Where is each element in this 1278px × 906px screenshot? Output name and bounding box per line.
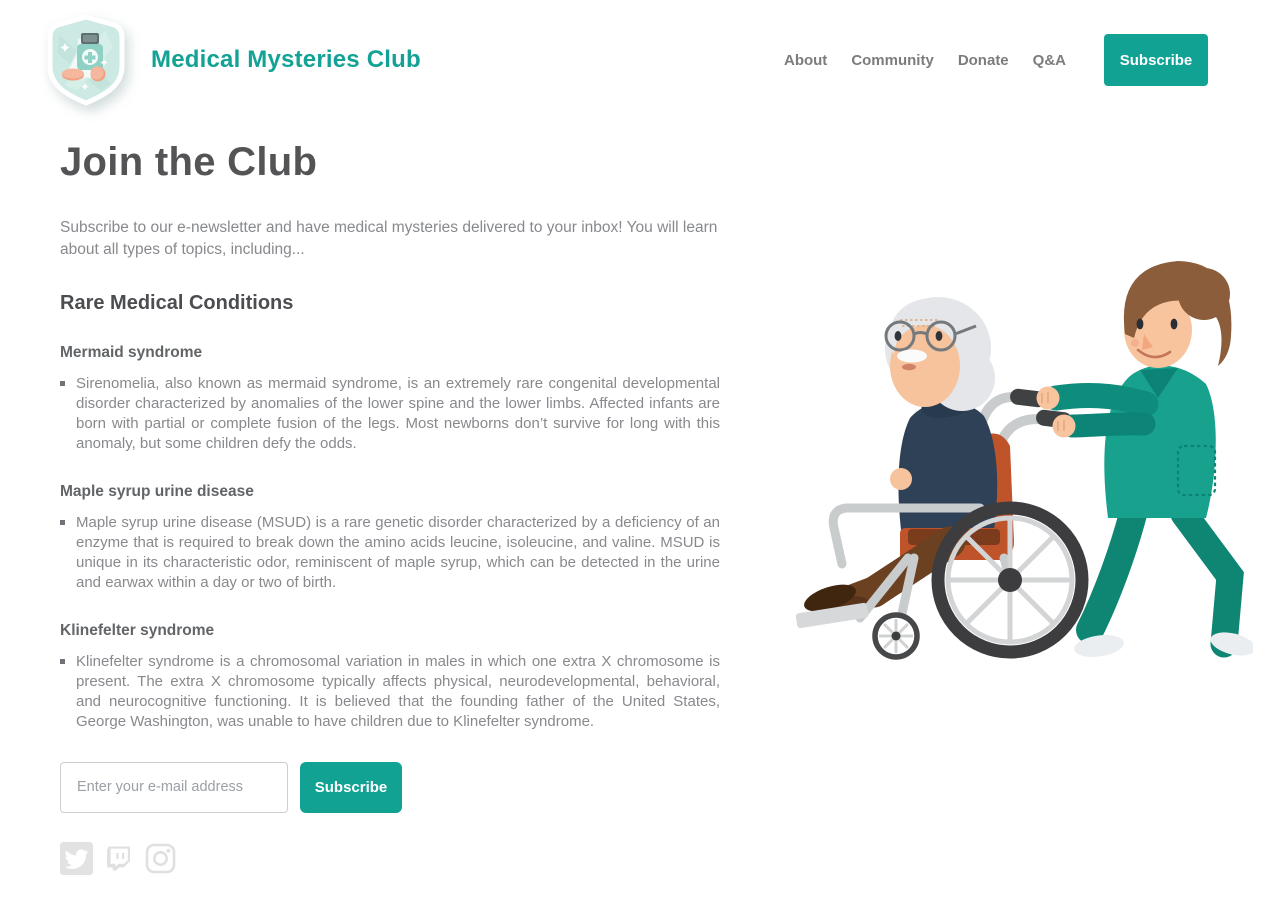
nav-qa[interactable]: Q&A xyxy=(1032,51,1066,69)
elderly-man xyxy=(885,297,997,530)
header-subscribe-button[interactable]: Subscribe xyxy=(1104,34,1208,86)
condition-name-klinefelter-syndrome: Klinefelter syndrome xyxy=(60,621,215,639)
twitter-icon[interactable] xyxy=(60,842,93,875)
main-nav xyxy=(784,34,1208,86)
nurse-pushing-elderly-man-in-wheelchair-illustration xyxy=(788,246,1253,674)
intro-text: Subscribe to our e-newsletter and have medical mysteries delivered to your inbox! You will learn about all types of topics, including... xyxy=(60,219,718,259)
condition-list xyxy=(60,652,720,732)
condition-description: Klinefelter syndrome is a chromosomal variation in males in which one extra X chromosome is present. The extra X chromosome typically affects physical, neurodevelopmental, behavioral, and neurocognitive functioning. It is believed that the founding father of the United States, George Washington, was unable to have children due to Klinefelter syndrome. xyxy=(60,652,720,732)
main-content xyxy=(60,140,720,875)
front-wheel xyxy=(875,615,917,657)
medical-shield-logo-icon xyxy=(45,13,127,108)
form-subscribe-button[interactable]: Subscribe xyxy=(300,762,402,813)
page-title: Join the Club xyxy=(60,140,318,184)
instagram-icon[interactable] xyxy=(144,842,177,875)
nav-about[interactable]: About xyxy=(783,51,828,69)
site-title: Medical Mysteries Club xyxy=(151,46,421,73)
site-logo[interactable] xyxy=(45,13,127,108)
condition-list xyxy=(60,513,720,593)
condition-description: Sirenomelia, also known as mermaid syndrome, is an extremely rare congenital developmental disorder characterized by anomalies of the lower spine and the lower limbs. Affected infants are born with partial or complete fusion of the legs. Most newborns don’t survive for long with this anomaly, but some children defy the odds. xyxy=(60,374,720,454)
nav-donate[interactable]: Donate xyxy=(957,51,1009,69)
newsletter-form xyxy=(60,762,720,813)
condition-name-maple-syrup-urine-disease: Maple syrup urine disease xyxy=(60,482,254,500)
condition-list xyxy=(60,374,720,454)
rear-wheel xyxy=(938,508,1082,652)
condition-name-mermaid-syndrome: Mermaid syndrome xyxy=(60,343,203,361)
section-title: Rare Medical Conditions xyxy=(60,291,294,314)
email-input[interactable] xyxy=(60,762,288,813)
header xyxy=(0,0,1278,120)
condition-description: Maple syrup urine disease (MSUD) is a rare genetic disorder characterized by a deficiency of an enzyme that is required to break down the amino acids leucine, isoleucine, and valine. MSUD is unique in its characteristic odor, reminiscent of maple syrup, which can be detected in the urine and earwax within a day or two of birth. xyxy=(60,513,720,593)
social-links xyxy=(60,842,720,875)
twitch-icon[interactable] xyxy=(102,842,135,875)
nav-community[interactable]: Community xyxy=(851,51,934,69)
